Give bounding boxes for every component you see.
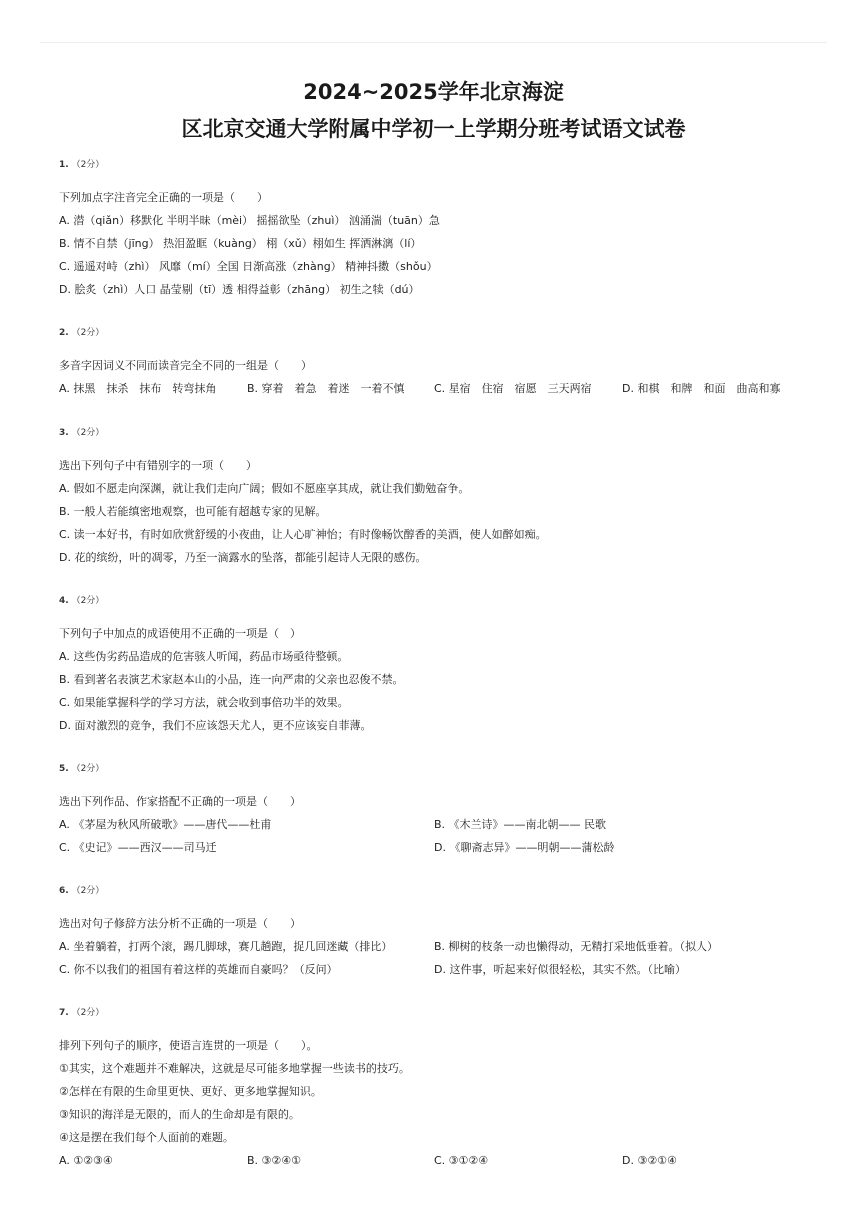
option-b: B. 《木兰诗》——南北朝—— 民歌 — [434, 818, 607, 831]
sentence-3: ③知识的海洋是无限的，而人的生命却是有限的。 — [59, 1108, 300, 1121]
option-d: D. 面对激烈的竞争，我们不应该怨天尤人，更不应该妄自菲薄。 — [59, 719, 372, 732]
question-number: 4. （2分） — [59, 596, 105, 606]
option-a: A. 这些伪劣药品造成的危害骇人听闻，药品市场亟待整顿。 — [59, 650, 349, 663]
option-d: D. 脍炙（zhì）人口 晶莹剔（tī）透 相得益彰（zhāng） 初生之犊（dú） — [59, 283, 420, 296]
sentence-4: ④这是摆在我们每个人面前的难题。 — [59, 1131, 234, 1144]
option-c: C. ③①②④ — [434, 1154, 489, 1167]
option-row — [59, 1149, 819, 1172]
option-b: B. 看到著名表演艺术家赵本山的小品，连一向严肃的父亲也忍俊不禁。 — [59, 673, 404, 686]
option-row — [59, 958, 819, 981]
option-c: C. 你不以我们的祖国有着这样的英雄而自豪吗？（反问） — [59, 963, 338, 976]
option-b: B. ③②④① — [247, 1154, 301, 1167]
question-number: 7. （2分） — [59, 1008, 105, 1018]
question-2 — [59, 326, 819, 400]
question-number: 2. （2分） — [59, 328, 105, 338]
sentence-2: ②怎样在有限的生命里更快、更好、更多地掌握知识。 — [59, 1085, 322, 1098]
exam-title-line-2: 区北京交通大学附属中学初一上学期分班考试语文试卷 — [181, 117, 686, 141]
option-d: D. 和棋 和牌 和面 曲高和寡 — [622, 382, 781, 395]
sentence-1: ①其实，这个难题并不难解决，这就是尽可能多地掌握一些读书的技巧。 — [59, 1062, 410, 1075]
question-stem: 多音字因词义不同而读音完全不同的一组是（ ） — [59, 359, 312, 372]
option-a: A. ①②③④ — [59, 1154, 113, 1167]
question-number: 6. （2分） — [59, 886, 105, 896]
exam-title-line-1: 2024~2025学年北京海淀 — [303, 80, 564, 104]
option-row — [59, 813, 819, 836]
option-d: D. ③②①④ — [622, 1154, 677, 1167]
option-d: D. 《聊斋志异》——明朝——蒲松龄 — [434, 841, 615, 854]
question-stem: 选出下列句子中有错别字的一项（ ） — [59, 459, 257, 472]
option-a: A. 假如不愿走向深渊，就让我们走向广阔；假如不愿座享其成，就让我们勤勉奋争。 — [59, 482, 470, 495]
option-c: C. 《史记》——西汉——司马迁 — [59, 841, 217, 854]
option-row — [59, 935, 819, 958]
option-a: A. 潜（qiǎn）移默化 半明半昧（mèi） 摇摇欲坠（zhuì） 汹涌湍（tuān）急 — [59, 214, 440, 227]
question-6 — [59, 884, 819, 981]
question-number: 1. （2分） — [59, 160, 105, 170]
option-a: A. 坐着躺着，打两个滚，踢几脚球，赛几趟跑，捉几回迷藏（排比） — [59, 940, 393, 953]
option-a: A. 《茅屋为秋风所破歌》——唐代——杜甫 — [59, 818, 272, 831]
option-b: B. 一般人若能缜密地观察，也可能有超越专家的见解。 — [59, 505, 327, 518]
header-divider — [40, 42, 827, 43]
option-row — [59, 836, 819, 859]
question-stem: 选出对句子修辞方法分析不正确的一项是（ ） — [59, 917, 301, 930]
option-c: C. 遥遥对峙（zhì） 风靡（mí）全国 日渐高涨（zhàng） 精神抖擞（shǒu） — [59, 260, 438, 273]
option-c: C. 读一本好书，有时如欣赏舒缓的小夜曲，让人心旷神怡；有时像畅饮醇香的美酒，使人如醉如痴。 — [59, 528, 547, 541]
option-b: B. 穿着 着急 着迷 一着不慎 — [247, 382, 405, 395]
option-b: B. 柳树的枝条一动也懒得动，无精打采地低垂着。（拟人） — [434, 940, 719, 953]
option-a: A. 抹黑 抹杀 抹布 转弯抹角 — [59, 382, 217, 395]
option-d: D. 花的缤纷，叶的凋零，乃至一滴露水的坠落，都能引起诗人无限的感伤。 — [59, 551, 427, 564]
option-d: D. 这件事，听起来好似很轻松，其实不然。（比喻） — [434, 963, 686, 976]
question-number: 5. （2分） — [59, 764, 105, 774]
question-stem: 下列加点字注音完全正确的一项是（ ） — [59, 191, 268, 204]
option-c: C. 如果能掌握科学的学习方法，就会收到事倍功半的效果。 — [59, 696, 349, 709]
question-1 — [59, 158, 819, 301]
option-row — [59, 377, 819, 400]
question-7 — [59, 1006, 819, 1172]
question-4 — [59, 594, 819, 737]
question-stem: 排列下列句子的顺序，使语言连贯的一项是（ ）。 — [59, 1039, 318, 1052]
option-c: C. 星宿 住宿 宿愿 三天两宿 — [434, 382, 592, 395]
question-stem: 下列句子中加点的成语使用不正确的一项是（ ） — [59, 627, 301, 640]
question-number: 3. （2分） — [59, 428, 105, 438]
option-b: B. 情不自禁（jīng） 热泪盈眶（kuàng） 栩（xǔ）栩如生 挥洒淋漓（lí） — [59, 237, 422, 250]
question-3 — [59, 426, 819, 569]
question-stem: 选出下列作品、作家搭配不正确的一项是（ ） — [59, 795, 301, 808]
question-5 — [59, 762, 819, 859]
